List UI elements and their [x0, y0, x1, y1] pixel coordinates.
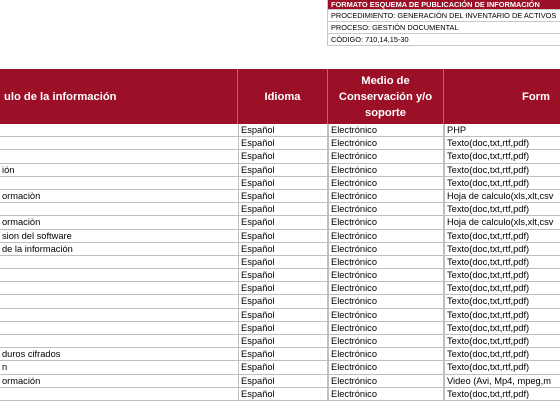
titulo-cell[interactable]: de la información [0, 243, 238, 256]
medio-cell[interactable]: Electrónico [328, 361, 444, 374]
titulo-cell[interactable] [0, 282, 238, 295]
titulo-cell[interactable] [0, 177, 238, 190]
titulo-cell[interactable] [0, 137, 238, 150]
medio-cell[interactable]: Electrónico [328, 203, 444, 216]
idioma-cell[interactable]: Español [238, 335, 328, 348]
code-cell[interactable]: CÓDIGO: 710,14,15-30 [327, 34, 560, 46]
formato-cell[interactable]: Texto(doc,txt,rtf,pdf) [444, 150, 560, 163]
idioma-cell[interactable]: Español [238, 137, 328, 150]
titulo-cell[interactable]: ión [0, 164, 238, 177]
table-row [0, 177, 560, 190]
table-row [0, 164, 560, 177]
table-row [0, 124, 560, 137]
table-body [0, 124, 560, 401]
table-row [0, 282, 560, 295]
medio-cell[interactable]: Electrónico [328, 282, 444, 295]
medio-cell[interactable]: Electrónico [328, 164, 444, 177]
titulo-cell[interactable] [0, 124, 238, 137]
table-row [0, 309, 560, 322]
titulo-cell[interactable]: duros cifrados [0, 348, 238, 361]
titulo-cell[interactable] [0, 322, 238, 335]
idioma-cell[interactable]: Español [238, 243, 328, 256]
idioma-cell[interactable]: Español [238, 230, 328, 243]
formato-cell[interactable]: Texto(doc,txt,rtf,pdf) [444, 137, 560, 150]
idioma-cell[interactable]: Español [238, 361, 328, 374]
titulo-cell[interactable]: ormaciòn [0, 216, 238, 229]
table-row [0, 269, 560, 282]
idioma-cell[interactable]: Español [238, 295, 328, 308]
medio-cell[interactable]: Electrónico [328, 375, 444, 388]
idioma-cell[interactable]: Español [238, 256, 328, 269]
document-info-box [327, 0, 560, 46]
formato-cell[interactable]: Texto(doc,txt,rtf,pdf) [444, 230, 560, 243]
medio-cell[interactable]: Electrónico [328, 309, 444, 322]
table-row [0, 388, 560, 401]
idioma-cell[interactable]: Español [238, 269, 328, 282]
titulo-cell[interactable]: n [0, 361, 238, 374]
procedure-cell[interactable]: PROCEDIMIENTO: GENERACIÓN DEL INVENTARIO DE ACTIVOS [327, 10, 560, 22]
formato-cell[interactable]: Texto(doc,txt,rtf,pdf) [444, 203, 560, 216]
header-idioma-cell[interactable]: Idioma [238, 69, 328, 124]
header-formato-cell[interactable]: Form [522, 90, 550, 103]
formato-cell[interactable]: Texto(doc,txt,rtf,pdf) [444, 243, 560, 256]
idioma-cell[interactable]: Español [238, 322, 328, 335]
table-row [0, 203, 560, 216]
table-row [0, 256, 560, 269]
header-medio-cell[interactable]: Medio de Conservación y/o soporte [328, 69, 444, 124]
medio-cell[interactable]: Electrónico [328, 269, 444, 282]
formato-cell[interactable]: Texto(doc,txt,rtf,pdf) [444, 282, 560, 295]
formato-cell[interactable]: Hoja de calculo(xls,xlt,csv [444, 216, 560, 229]
idioma-cell[interactable]: Español [238, 309, 328, 322]
titulo-cell[interactable]: ormaciòn [0, 190, 238, 203]
medio-cell[interactable]: Electrónico [328, 177, 444, 190]
idioma-cell[interactable]: Español [238, 164, 328, 177]
formato-cell[interactable]: Hoja de calculo(xls,xlt,csv [444, 190, 560, 203]
table-row [0, 335, 560, 348]
formato-cell[interactable]: Texto(doc,txt,rtf,pdf) [444, 177, 560, 190]
process-cell[interactable]: PROCESO: GESTIÓN DOCUMENTAL [327, 22, 560, 34]
titulo-cell[interactable]: ormación [0, 375, 238, 388]
idioma-cell[interactable]: Español [238, 177, 328, 190]
medio-cell[interactable]: Electrónico [328, 150, 444, 163]
medio-cell[interactable]: Electrónico [328, 322, 444, 335]
formato-cell[interactable]: Texto(doc,txt,rtf,pdf) [444, 295, 560, 308]
formato-cell[interactable]: Texto(doc,txt,rtf,pdf) [444, 361, 560, 374]
idioma-cell[interactable]: Español [238, 190, 328, 203]
idioma-cell[interactable]: Español [238, 203, 328, 216]
titulo-cell[interactable] [0, 335, 238, 348]
table-row [0, 361, 560, 374]
formato-cell[interactable]: Texto(doc,txt,rtf,pdf) [444, 309, 560, 322]
formato-cell[interactable]: PHP [444, 124, 560, 137]
formato-cell[interactable]: Texto(doc,txt,rtf,pdf) [444, 269, 560, 282]
formato-cell[interactable]: Texto(doc,txt,rtf,pdf) [444, 388, 560, 401]
medio-cell[interactable]: Electrónico [328, 335, 444, 348]
header-titulo-cell[interactable]: ulo de la información [0, 69, 238, 124]
table-row [0, 137, 560, 150]
formato-cell[interactable]: Texto(doc,txt,rtf,pdf) [444, 335, 560, 348]
table-row [0, 348, 560, 361]
medio-cell[interactable]: Electrónico [328, 243, 444, 256]
idioma-cell[interactable]: Español [238, 375, 328, 388]
formato-cell[interactable]: Video (Avi, Mp4, mpeg,m [444, 375, 560, 388]
medio-cell[interactable]: Electrónico [328, 256, 444, 269]
medio-cell[interactable]: Electrónico [328, 124, 444, 137]
idioma-cell[interactable]: Español [238, 282, 328, 295]
titulo-cell[interactable] [0, 203, 238, 216]
titulo-cell[interactable] [0, 388, 238, 401]
formato-cell[interactable]: Texto(doc,txt,rtf,pdf) [444, 322, 560, 335]
table-row [0, 150, 560, 163]
titulo-cell[interactable] [0, 150, 238, 163]
idioma-cell[interactable]: Español [238, 124, 328, 137]
medio-cell[interactable]: Electrónico [328, 190, 444, 203]
medio-cell[interactable]: Electrónico [328, 348, 444, 361]
table-header-row [0, 69, 560, 124]
titulo-cell[interactable]: sion del software [0, 230, 238, 243]
medio-cell[interactable]: Electrónico [328, 216, 444, 229]
table-row [0, 375, 560, 388]
formato-cell[interactable]: Texto(doc,txt,rtf,pdf) [444, 164, 560, 177]
idioma-cell[interactable]: Español [238, 150, 328, 163]
titulo-cell[interactable] [0, 309, 238, 322]
table-row [0, 243, 560, 256]
idioma-cell[interactable]: Español [238, 348, 328, 361]
table-row [0, 216, 560, 229]
titulo-cell[interactable] [0, 269, 238, 282]
medio-cell[interactable]: Electrónico [328, 137, 444, 150]
idioma-cell[interactable]: Español [238, 216, 328, 229]
spreadsheet-table [0, 69, 560, 401]
medio-cell[interactable]: Electrónico [328, 295, 444, 308]
medio-cell[interactable]: Electrónico [328, 388, 444, 401]
table-row [0, 190, 560, 203]
titulo-cell[interactable] [0, 256, 238, 269]
table-row [0, 295, 560, 308]
format-title-cell[interactable]: FORMATO ESQUEMA DE PUBLICACIÓN DE INFORMACIÓN [327, 0, 560, 10]
titulo-cell[interactable] [0, 295, 238, 308]
formato-cell[interactable]: Texto(doc,txt,rtf,pdf) [444, 348, 560, 361]
formato-cell[interactable]: Texto(doc,txt,rtf,pdf) [444, 256, 560, 269]
table-row [0, 230, 560, 243]
table-row [0, 322, 560, 335]
idioma-cell[interactable]: Español [238, 388, 328, 401]
medio-cell[interactable]: Electrónico [328, 230, 444, 243]
